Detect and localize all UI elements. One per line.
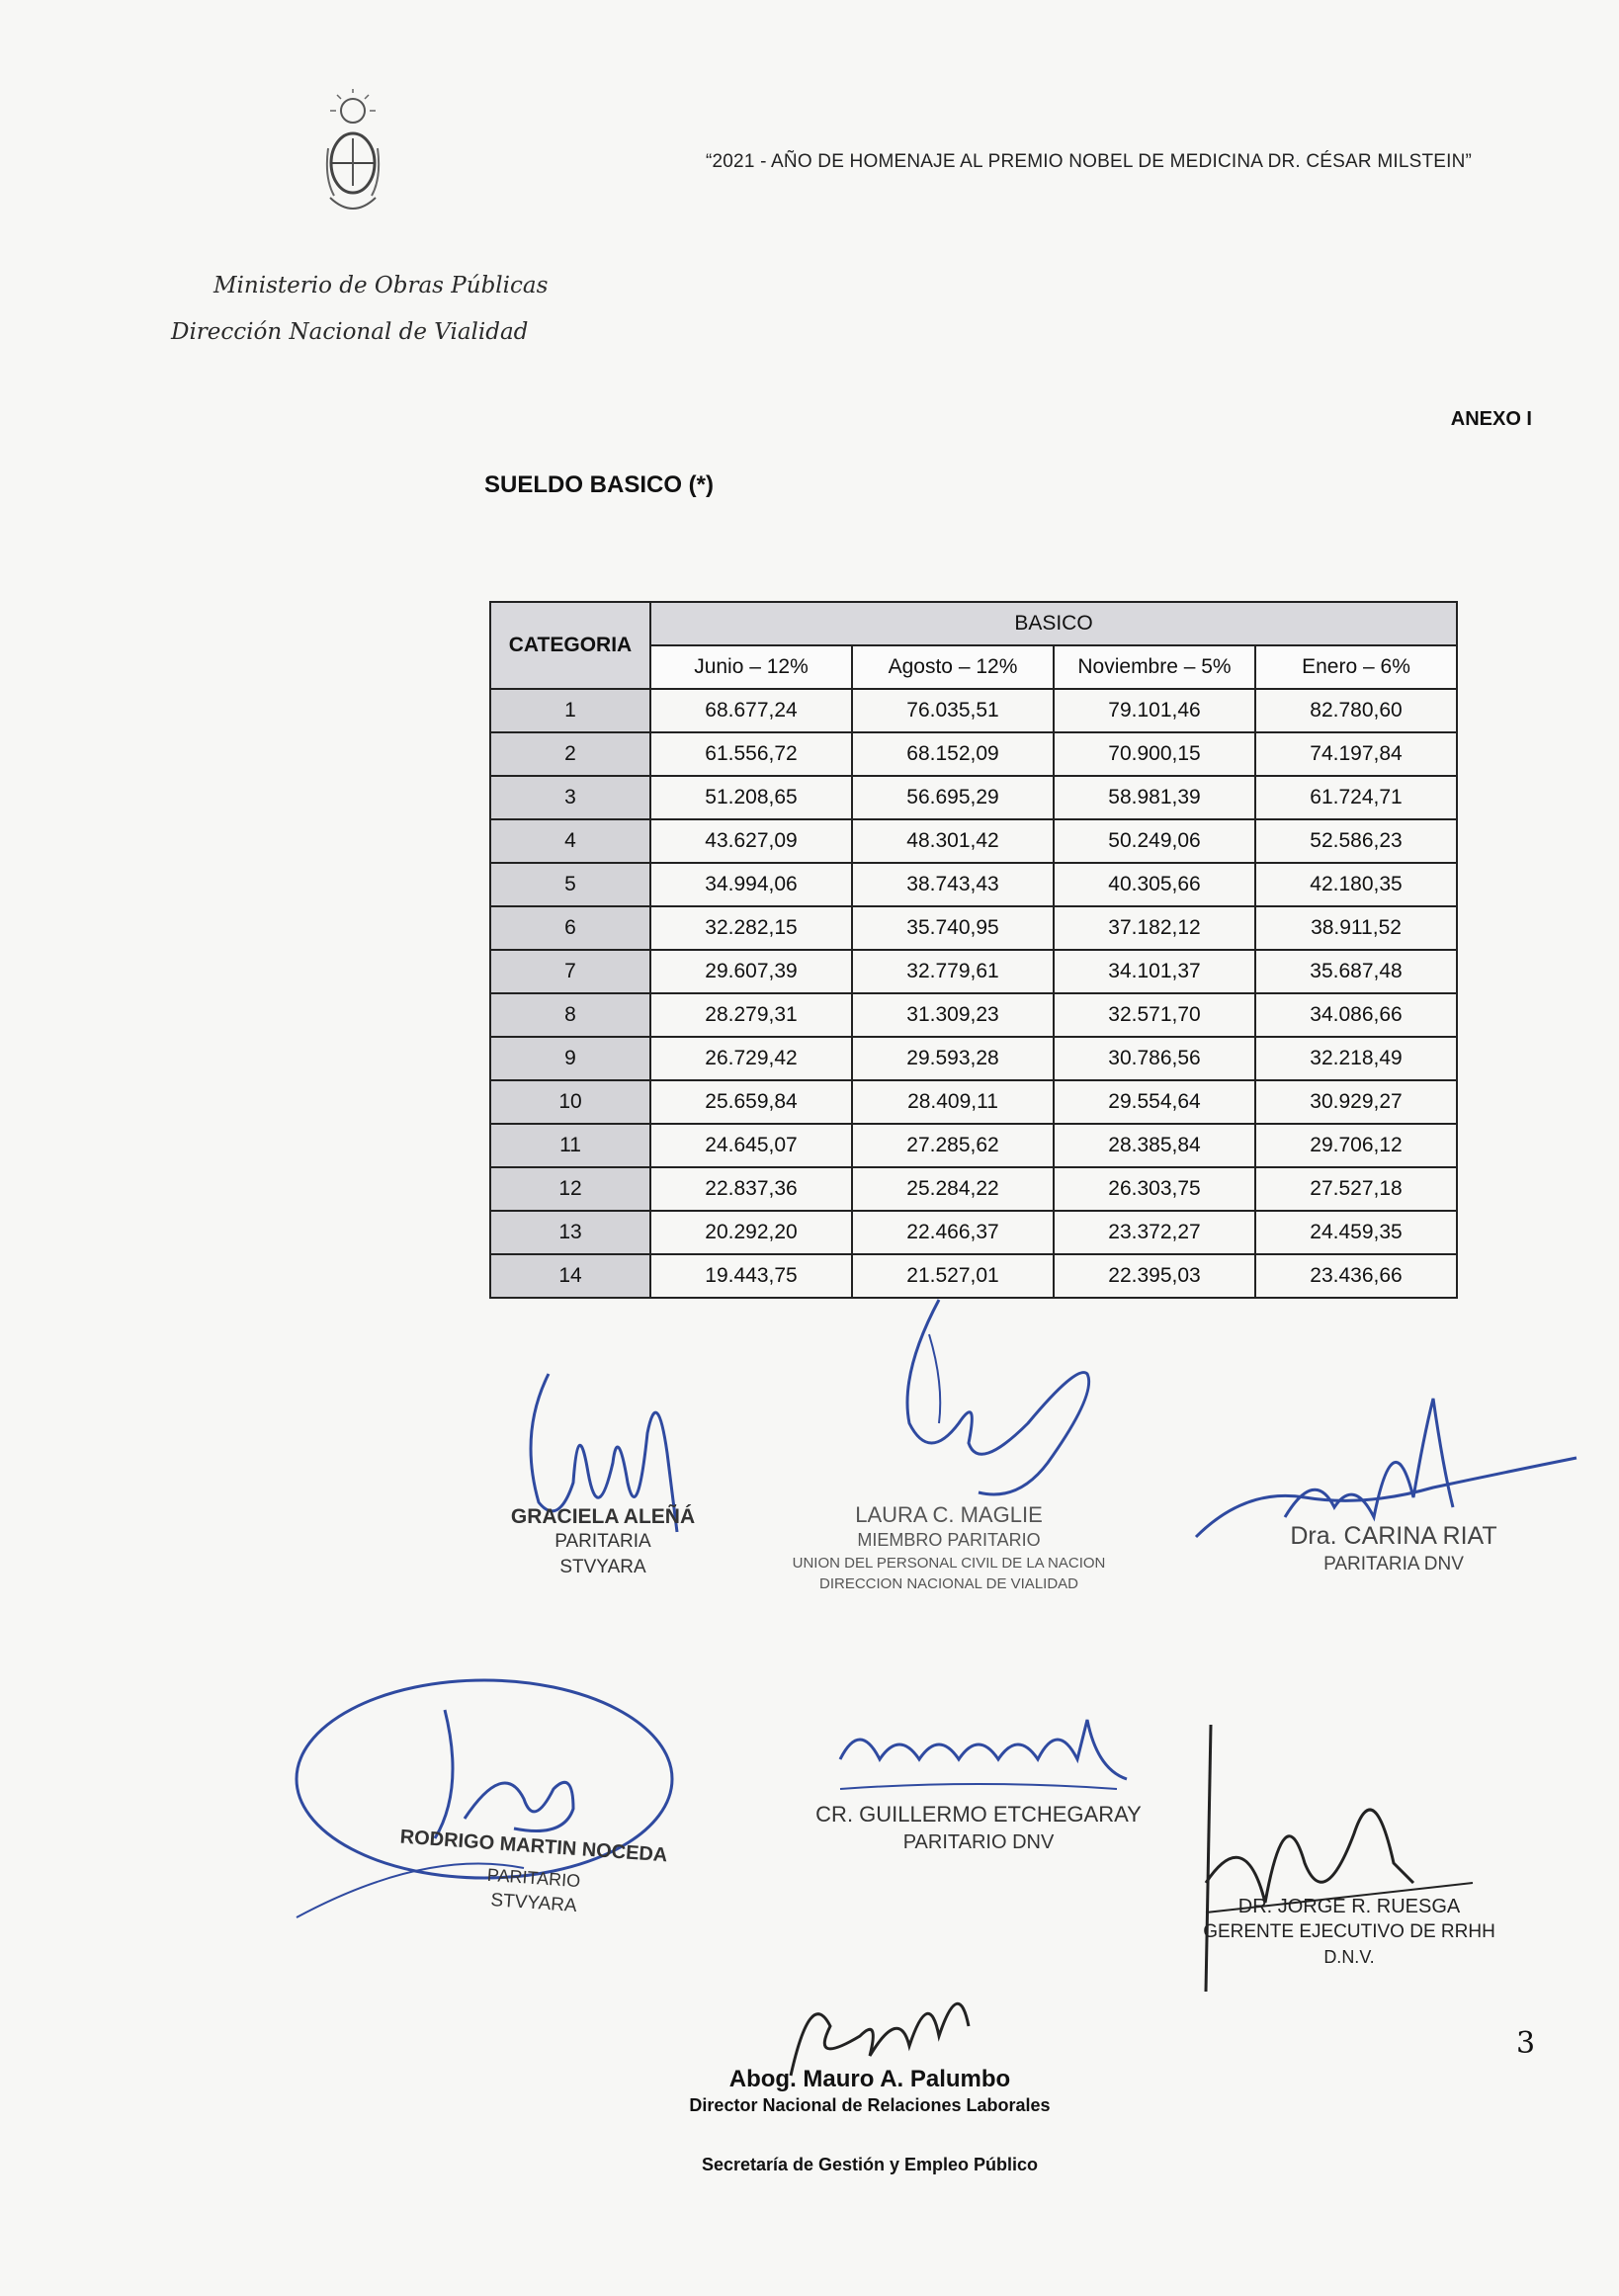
header-motto: “2021 - AÑO DE HOMENAJE AL PREMIO NOBEL DE MEDICINA DR. CÉSAR MILSTEIN” (706, 151, 1473, 172)
salary-value-cell: 28.279,31 (650, 993, 852, 1037)
directorate-name: Dirección Nacional de Vialidad (171, 319, 529, 345)
category-cell: 8 (490, 993, 650, 1037)
salary-value-cell: 25.659,84 (650, 1080, 852, 1124)
table-title: SUELDO BASICO (*) (484, 471, 715, 498)
salary-value-cell: 25.284,22 (852, 1167, 1054, 1211)
table-row (490, 1124, 1457, 1167)
signer-organization: Secretaría de Gestión y Empleo Público (701, 2155, 1039, 2174)
category-cell: 2 (490, 732, 650, 776)
signer-role: Director Nacional de Relaciones Laborales (689, 2095, 1051, 2115)
category-cell: 7 (490, 950, 650, 993)
salary-value-cell: 23.436,66 (1255, 1254, 1457, 1298)
salary-value-cell: 76.035,51 (852, 689, 1054, 732)
category-header: CATEGORIA (490, 602, 650, 689)
salary-value-cell: 20.292,20 (650, 1211, 852, 1254)
signer-role: PARITARIO (486, 1864, 581, 1892)
signer-organization: STVYARA (489, 1889, 578, 1917)
salary-value-cell: 52.586,23 (1255, 819, 1457, 863)
basic-group-header: BASICO (650, 602, 1457, 645)
signer-name: Abog. Mauro A. Palumbo (728, 2066, 1011, 2092)
salary-value-cell: 35.740,95 (852, 906, 1054, 950)
salary-value-cell: 82.780,60 (1255, 689, 1457, 732)
salary-value-cell: 61.724,71 (1255, 776, 1457, 819)
signer-name: RODRIGO MARTIN NOCEDA (399, 1826, 669, 1867)
table-row (490, 863, 1457, 906)
salary-value-cell: 68.677,24 (650, 689, 852, 732)
table-row (490, 819, 1457, 863)
salary-value-cell: 30.786,56 (1054, 1037, 1255, 1080)
signer-name: CR. GUILLERMO ETCHEGARAY (815, 1802, 1142, 1827)
table-row (490, 1211, 1457, 1254)
salary-value-cell: 34.086,66 (1255, 993, 1457, 1037)
signer-name: Dra. CARINA RIAT (1290, 1522, 1497, 1550)
annex-label: ANEXO I (1450, 408, 1532, 430)
salary-value-cell: 21.527,01 (852, 1254, 1054, 1298)
table-row (490, 1167, 1457, 1211)
table-row (490, 1080, 1457, 1124)
category-cell: 10 (490, 1080, 650, 1124)
salary-value-cell: 79.101,46 (1054, 689, 1255, 732)
signer-organization: DIRECCION NACIONAL DE VIALIDAD (819, 1575, 1078, 1592)
category-cell: 5 (490, 863, 650, 906)
salary-value-cell: 29.554,64 (1054, 1080, 1255, 1124)
table-row (490, 1037, 1457, 1080)
salary-value-cell: 29.607,39 (650, 950, 852, 993)
salary-value-cell: 68.152,09 (852, 732, 1054, 776)
signer-organization: UNION DEL PERSONAL CIVIL DE LA NACION (792, 1555, 1106, 1572)
salary-value-cell: 26.303,75 (1054, 1167, 1255, 1211)
salary-value-cell: 32.779,61 (852, 950, 1054, 993)
salary-value-cell: 51.208,65 (650, 776, 852, 819)
salary-value-cell: 50.249,06 (1054, 819, 1255, 863)
category-cell: 4 (490, 819, 650, 863)
signer-name: DR. JORGE R. RUESGA (1237, 1896, 1461, 1917)
signer-name: LAURA C. MAGLIE (855, 1502, 1043, 1527)
salary-value-cell: 38.743,43 (852, 863, 1054, 906)
table-row (490, 776, 1457, 819)
salary-value-cell: 34.101,37 (1054, 950, 1255, 993)
signer-role: GERENTE EJECUTIVO DE RRHH (1203, 1921, 1495, 1942)
salary-value-cell: 32.282,15 (650, 906, 852, 950)
salary-value-cell: 29.593,28 (852, 1037, 1054, 1080)
category-cell: 13 (490, 1211, 650, 1254)
salary-value-cell: 61.556,72 (650, 732, 852, 776)
signer-organization: STVYARA (559, 1557, 646, 1577)
table-row (490, 732, 1457, 776)
signer-role: PARITARIO DNV (902, 1831, 1055, 1853)
table-header-row (490, 602, 1457, 645)
salary-value-cell: 35.687,48 (1255, 950, 1457, 993)
salary-value-cell: 28.409,11 (852, 1080, 1054, 1124)
salary-value-cell: 38.911,52 (1255, 906, 1457, 950)
salary-value-cell: 19.443,75 (650, 1254, 852, 1298)
salary-value-cell: 24.459,35 (1255, 1211, 1457, 1254)
column-header: Enero – 6% (1255, 645, 1457, 689)
signer-name: GRACIELA ALEÑÁ (510, 1505, 696, 1528)
category-cell: 6 (490, 906, 650, 950)
signer-organization: D.N.V. (1323, 1947, 1375, 1967)
category-cell: 14 (490, 1254, 650, 1298)
salary-value-cell: 40.305,66 (1054, 863, 1255, 906)
salary-value-cell: 23.372,27 (1054, 1211, 1255, 1254)
category-cell: 12 (490, 1167, 650, 1211)
category-cell: 9 (490, 1037, 650, 1080)
national-seal-emblem (324, 89, 382, 221)
column-header: Agosto – 12% (852, 645, 1054, 689)
salary-value-cell: 42.180,35 (1255, 863, 1457, 906)
salary-value-cell: 34.994,06 (650, 863, 852, 906)
salary-value-cell: 37.182,12 (1054, 906, 1255, 950)
salary-value-cell: 27.285,62 (852, 1124, 1054, 1167)
salary-value-cell: 22.395,03 (1054, 1254, 1255, 1298)
salary-value-cell: 32.571,70 (1054, 993, 1255, 1037)
table-row (490, 950, 1457, 993)
salary-value-cell: 58.981,39 (1054, 776, 1255, 819)
page-number: 3 (1516, 2026, 1536, 2061)
salary-value-cell: 24.645,07 (650, 1124, 852, 1167)
salary-value-cell: 43.627,09 (650, 819, 852, 863)
salary-value-cell: 56.695,29 (852, 776, 1054, 819)
salary-value-cell: 31.309,23 (852, 993, 1054, 1037)
table-row (490, 906, 1457, 950)
signer-role: MIEMBRO PARITARIO (857, 1530, 1041, 1550)
salary-value-cell: 48.301,42 (852, 819, 1054, 863)
salary-value-cell: 32.218,49 (1255, 1037, 1457, 1080)
salary-value-cell: 22.466,37 (852, 1211, 1054, 1254)
table-row (490, 1254, 1457, 1298)
column-header: Junio – 12% (650, 645, 852, 689)
salary-value-cell: 74.197,84 (1255, 732, 1457, 776)
salary-table (489, 601, 1458, 1299)
table-row (490, 993, 1457, 1037)
salary-value-cell: 70.900,15 (1054, 732, 1255, 776)
column-header: Noviembre – 5% (1054, 645, 1255, 689)
salary-value-cell: 26.729,42 (650, 1037, 852, 1080)
salary-value-cell: 27.527,18 (1255, 1167, 1457, 1211)
salary-value-cell: 29.706,12 (1255, 1124, 1457, 1167)
table-body (490, 689, 1457, 1298)
ministry-name: Ministerio de Obras Públicas (213, 273, 549, 298)
category-cell: 11 (490, 1124, 650, 1167)
table-row (490, 689, 1457, 732)
category-cell: 3 (490, 776, 650, 819)
category-cell: 1 (490, 689, 650, 732)
signer-role: PARITARIA (554, 1531, 651, 1552)
signature-guillermo-etchegaray (830, 1700, 1137, 1799)
salary-value-cell: 22.837,36 (650, 1167, 852, 1211)
salary-value-cell: 30.929,27 (1255, 1080, 1457, 1124)
signer-role: PARITARIA DNV (1323, 1554, 1464, 1574)
salary-value-cell: 28.385,84 (1054, 1124, 1255, 1167)
